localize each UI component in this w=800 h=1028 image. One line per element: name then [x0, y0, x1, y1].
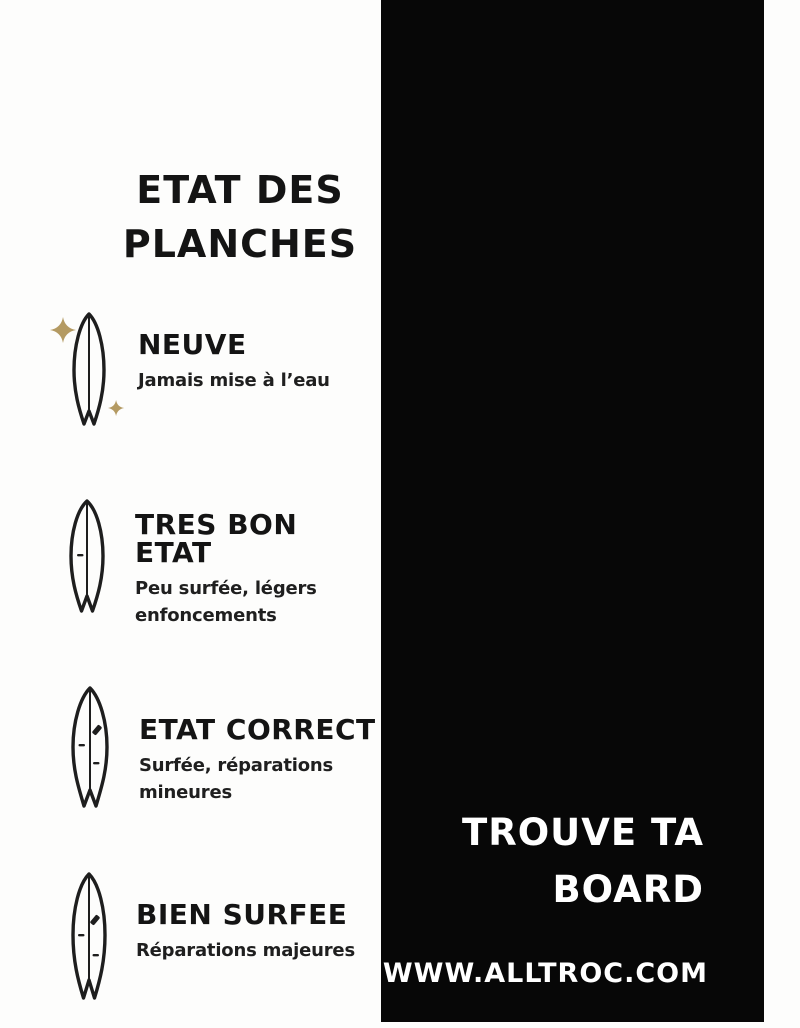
repair-patch-mark: [92, 724, 103, 735]
condition-row-tres-bon-etat: [135, 508, 365, 629]
sparkle-icon: [50, 317, 76, 343]
ding-mark: [93, 954, 100, 956]
condition-description: Réparations majeures: [136, 940, 355, 961]
ding-mark: [93, 762, 100, 764]
condition-name: ETAT CORRECT: [139, 713, 376, 746]
surfboard-new-icon: [50, 312, 128, 432]
condition-name: TRES BON ETAT: [135, 508, 298, 569]
condition-description: Jamais mise à l’eau: [138, 370, 330, 391]
page-title-line1: ETAT DES: [136, 168, 344, 212]
website-url: WWW.ALLTROC.COM: [382, 958, 708, 989]
tagline-line1: TROUVE TA: [461, 811, 704, 854]
page-title-line2: PLANCHES: [122, 222, 358, 266]
tagline-line2: BOARD: [552, 868, 704, 911]
repair-patch-mark: [90, 914, 101, 925]
condition-name: BIEN SURFEE: [136, 898, 348, 931]
condition-name: NEUVE: [138, 328, 247, 361]
sparkle-icon: [108, 400, 124, 416]
condition-row-neuve: [138, 328, 398, 394]
ding-mark: [79, 744, 86, 746]
surfboard-several-dings-icon: [70, 686, 110, 814]
page-title: [100, 163, 380, 271]
surfboard-many-dings-icon: [70, 872, 108, 1006]
condition-description: Peu surfée, légers enfoncements: [135, 578, 317, 626]
tagline: [462, 804, 704, 918]
condition-description: Surfée, réparations mineures: [139, 755, 334, 803]
ding-mark: [77, 554, 84, 556]
condition-row-bien-surfee: [136, 898, 406, 964]
condition-row-etat-correct: [139, 713, 379, 806]
right-black-panel: [381, 0, 764, 1022]
surfboard-one-ding-icon: [68, 499, 106, 617]
ding-mark: [78, 934, 85, 936]
